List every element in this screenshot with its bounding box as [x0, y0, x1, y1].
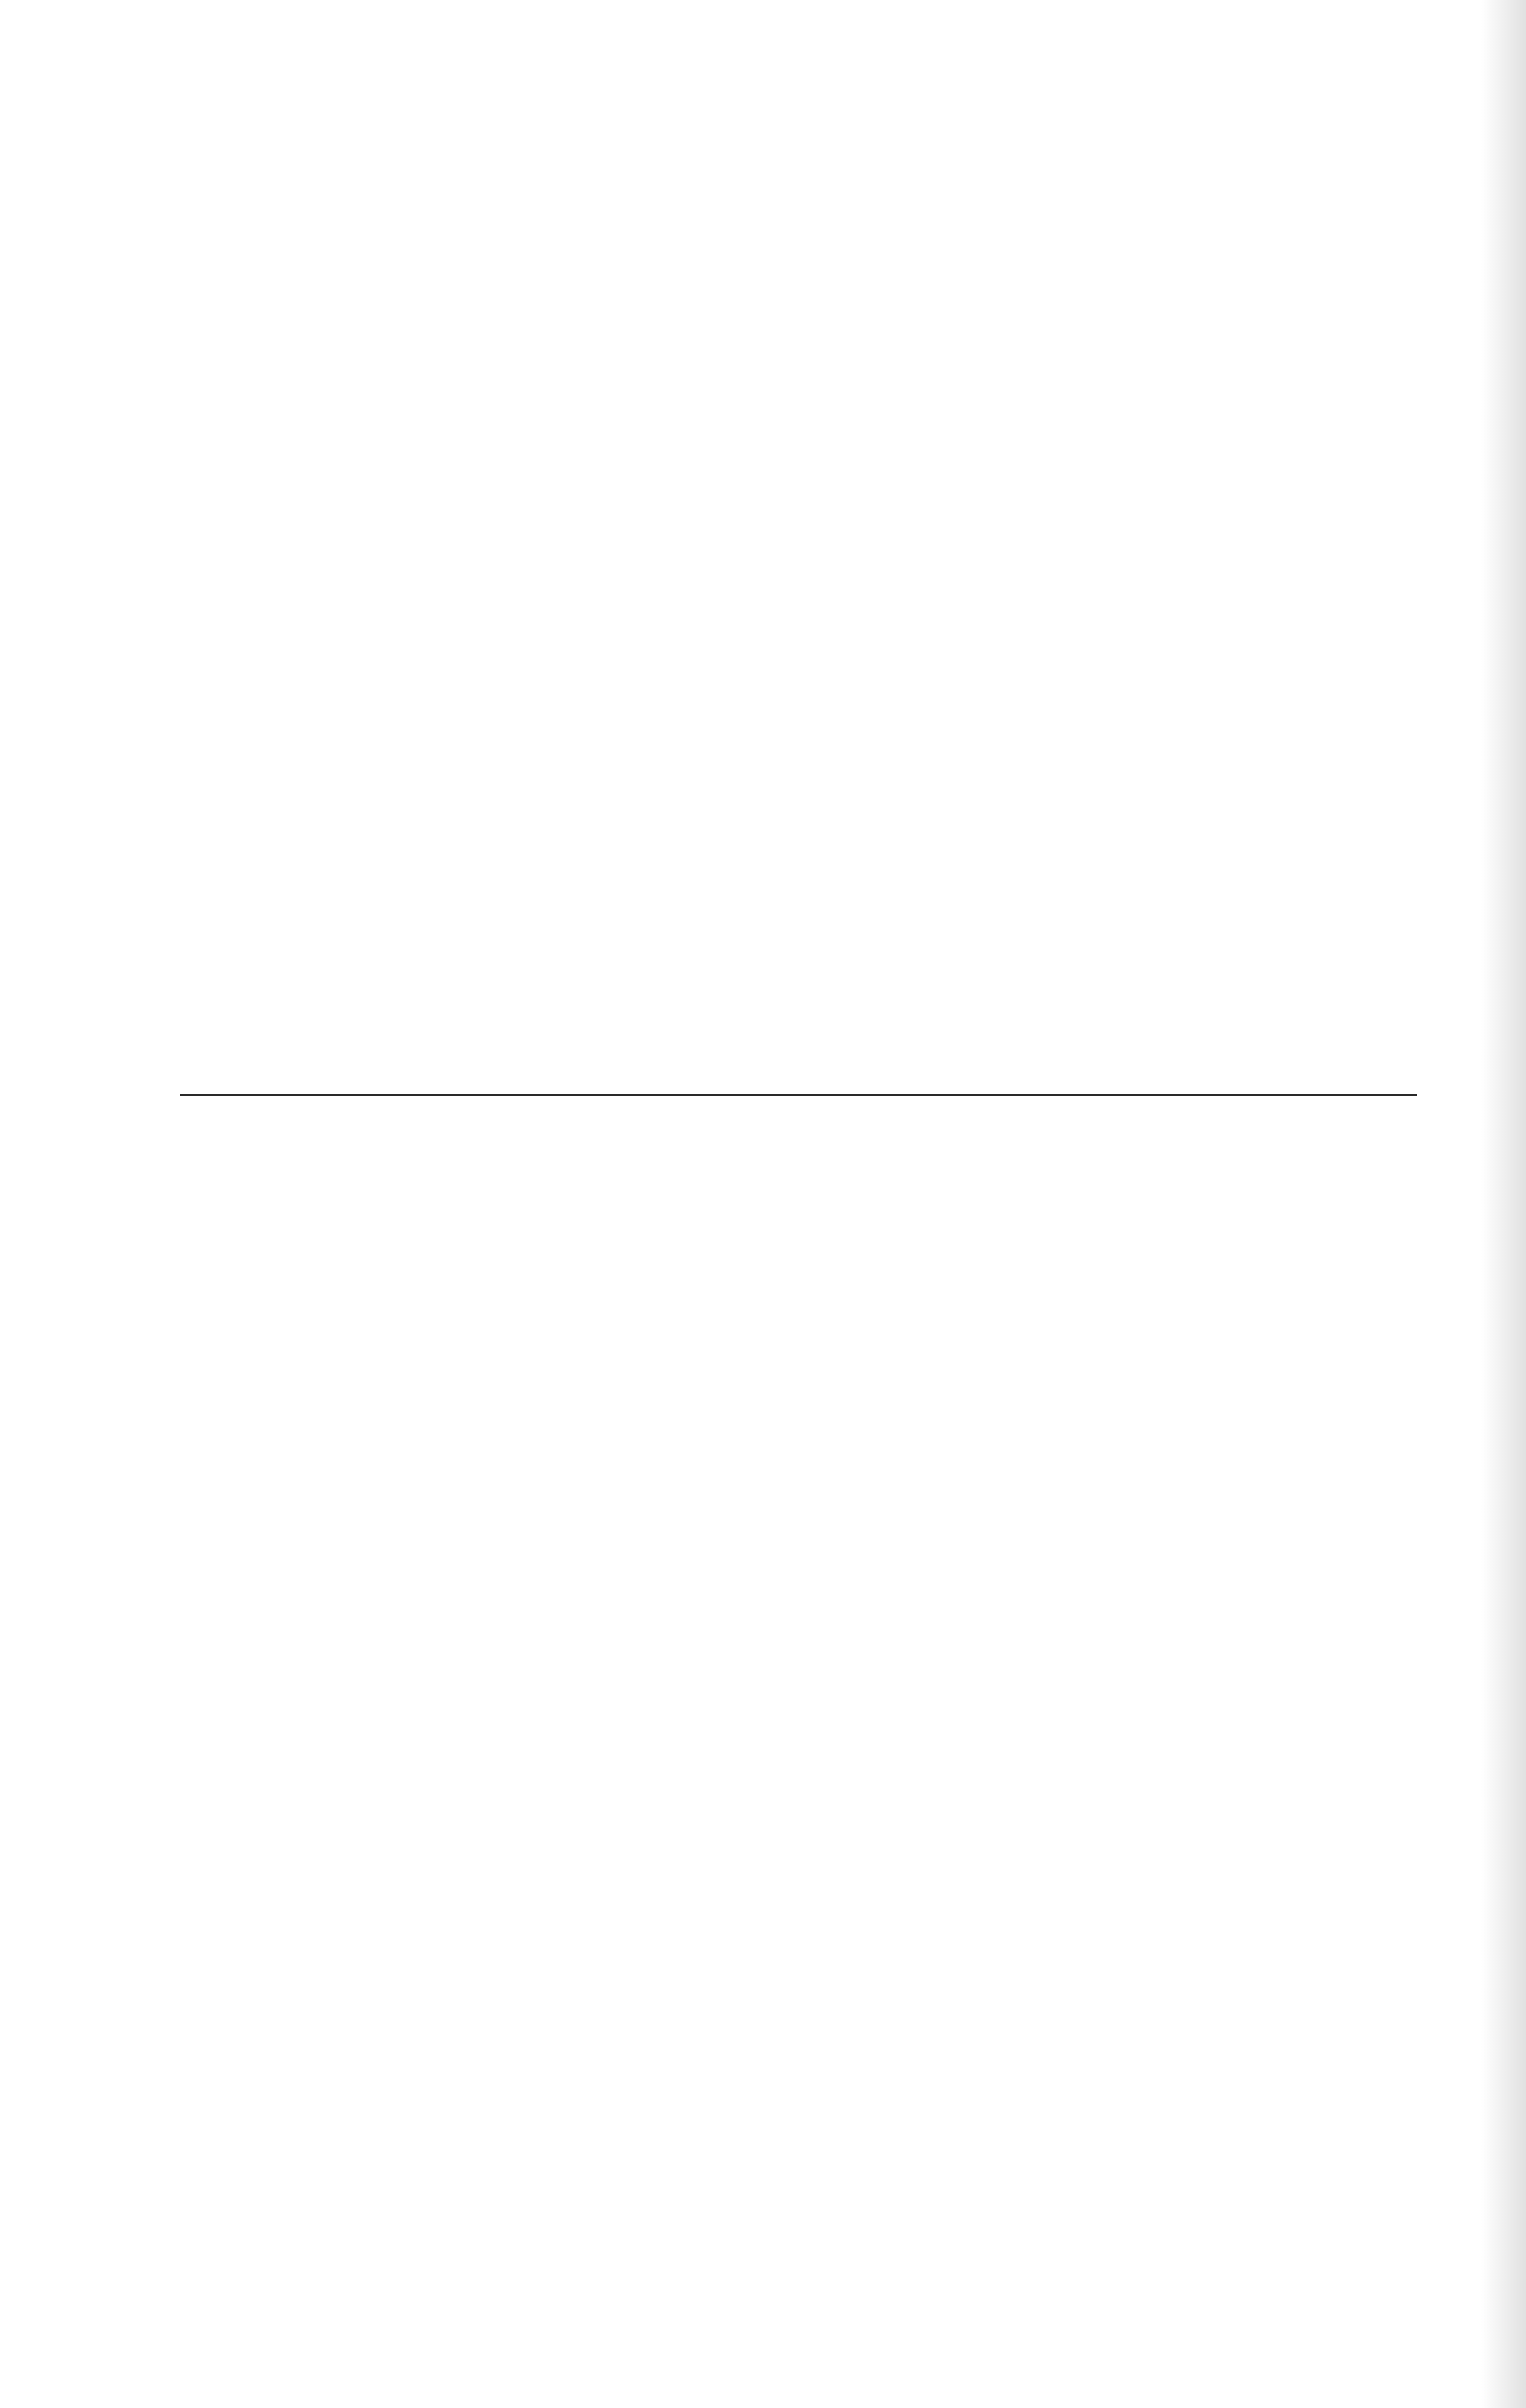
chapter-divider: [180, 1094, 1417, 1096]
page-edge-shadow: [1481, 0, 1526, 2408]
running-head: [177, 75, 362, 113]
